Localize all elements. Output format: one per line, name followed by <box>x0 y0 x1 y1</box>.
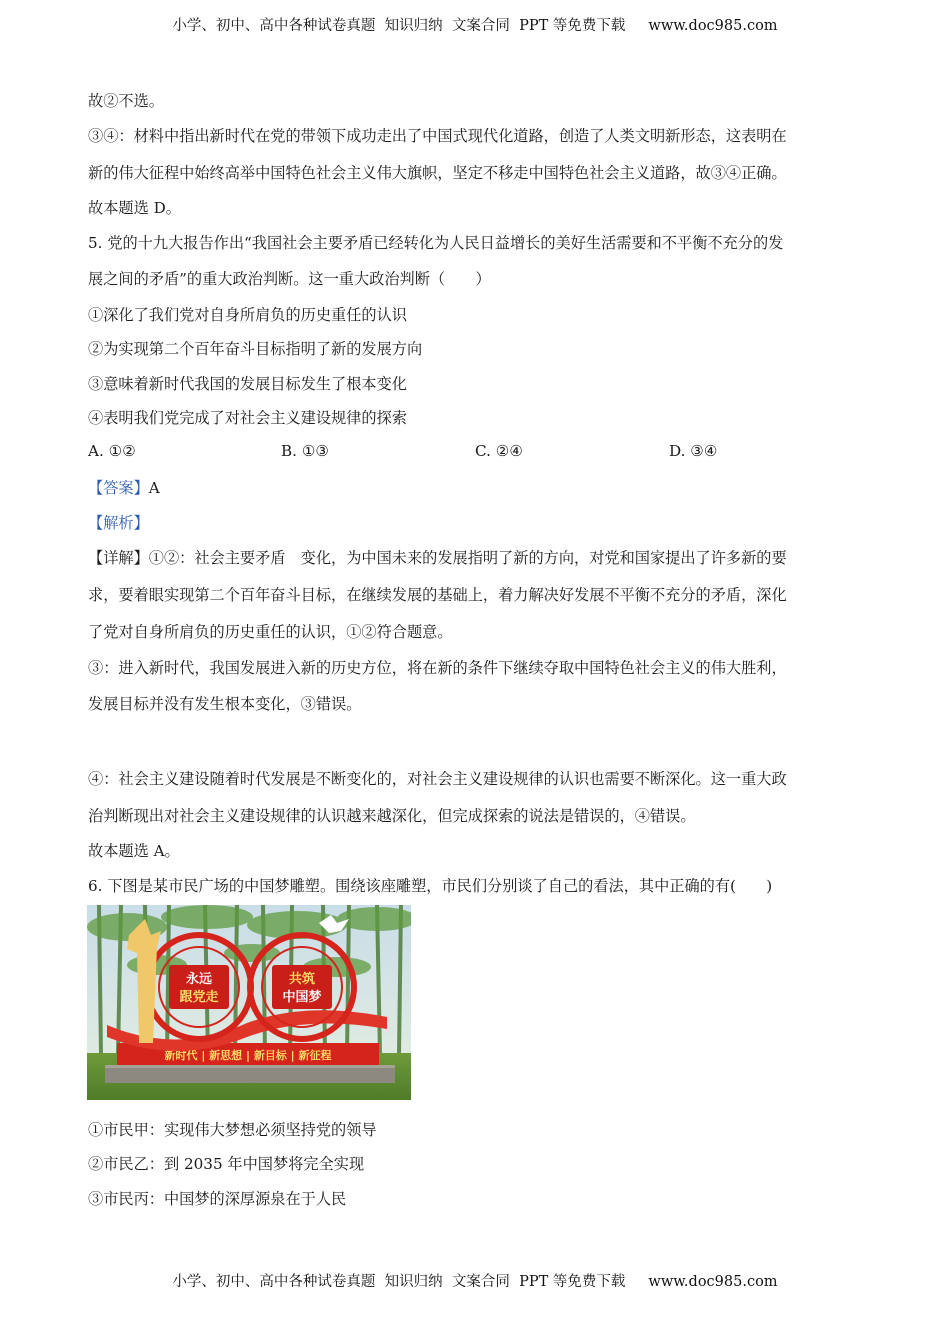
analysis-text: ③：进入新时代，我国发展进入新的历史方位，将在新的条件下继续夺取中国特色社会主义的伟大胜利， <box>88 659 787 677</box>
question-5-item: ②为实现第二个百年奋斗目标指明了新的发展方向 <box>88 340 423 358</box>
analysis-label: 【解析】 <box>88 514 149 532</box>
question-6-item: ②市民乙：到 2035 年中国梦将完全实现 <box>88 1155 365 1173</box>
analysis-text: 了党对自身所肩负的历史重任的认识，①②符合题意。 <box>88 623 453 641</box>
question-6-stem: 6. 下图是某市民广场的中国梦雕塑。围绕该座雕塑，市民们分别谈了自己的看法，其中正确的有( ) <box>88 877 773 895</box>
sculpture-left-sign-line1: 永远 <box>185 972 213 987</box>
page-footer: 小学、初中、高中各种试卷真题 知识归纳 文案合同 PPT 等免费下载 www.doc985.com <box>172 1274 778 1290</box>
analysis-text: 发展目标并没有发生根本变化，③错误。 <box>88 695 362 713</box>
option-b: B. ①③ <box>281 442 330 460</box>
analysis-conclusion: 故本题选 A。 <box>88 842 180 860</box>
answer-value: A <box>148 479 160 497</box>
text-line: 故本题选 D。 <box>88 199 181 217</box>
sculpture-left-sign-line2: 跟党走 <box>179 990 219 1005</box>
page-header: 小学、初中、高中各种试卷真题 知识归纳 文案合同 PPT 等免费下载 www.doc985.com <box>172 18 778 34</box>
option-d: D. ③④ <box>669 442 718 460</box>
sculpture-banner-text: 新时代 | 新思想 | 新目标 | 新征程 <box>164 1049 332 1062</box>
question-5-stem: 展之间的矛盾”的重大政治判断。这一重大政治判断（ ） <box>88 270 491 288</box>
question-5-stem: 5. 党的十九大报告作出“我国社会主要矛盾已经转化为人民日益增长的美好生活需要和不平衡不充分的发 <box>88 234 784 252</box>
sculpture-photo <box>87 905 411 1100</box>
option-c: C. ②④ <box>475 442 523 460</box>
analysis-text: 求，要着眼实现第二个百年奋斗目标，在继续发展的基础上，着力解决好发展不平衡不充分的矛盾，深化 <box>88 586 787 604</box>
sculpture-right-sign-line2: 中国梦 <box>282 990 322 1005</box>
answer-line <box>88 477 160 498</box>
text-line: 故②不选。 <box>88 92 164 110</box>
question-5-item: ③意味着新时代我国的发展目标发生了根本变化 <box>88 375 407 393</box>
analysis-text: 治判断现出对社会主义建设规律的认识越来越深化，但完成探索的说法是错误的，④错误。 <box>88 807 696 825</box>
question-5-item: ④表明我们党完成了对社会主义建设规律的探索 <box>88 409 407 427</box>
option-a: A. ①② <box>88 442 136 460</box>
question-6-item: ①市民甲：实现伟大梦想必须坚持党的领导 <box>88 1121 377 1139</box>
text-line: ③④：材料中指出新时代在党的带领下成功走出了中国式现代化道路，创造了人类文明新形态，这表明在 <box>88 127 787 145</box>
answer-label: 【答案】 <box>88 479 149 497</box>
sculpture-right-sign-line1: 共筑 <box>288 972 316 987</box>
text-line: 新的伟大征程中始终高举中国特色社会主义伟大旗帜，坚定不移走中国特色社会主义道路，故③④正确。 <box>88 164 787 182</box>
analysis-text: 【详解】①②：社会主要矛盾 变化，为中国未来的发展指明了新的方向，对党和国家提出了许多新的要 <box>88 549 787 567</box>
question-5-item: ①深化了我们党对自身所肩负的历史重任的认识 <box>88 306 407 324</box>
question-6-item: ③市民丙：中国梦的深厚源泉在于人民 <box>88 1190 347 1208</box>
analysis-text: ④：社会主义建设随着时代发展是不断变化的，对社会主义建设规律的认识也需要不断深化。这一重大政 <box>88 770 787 788</box>
